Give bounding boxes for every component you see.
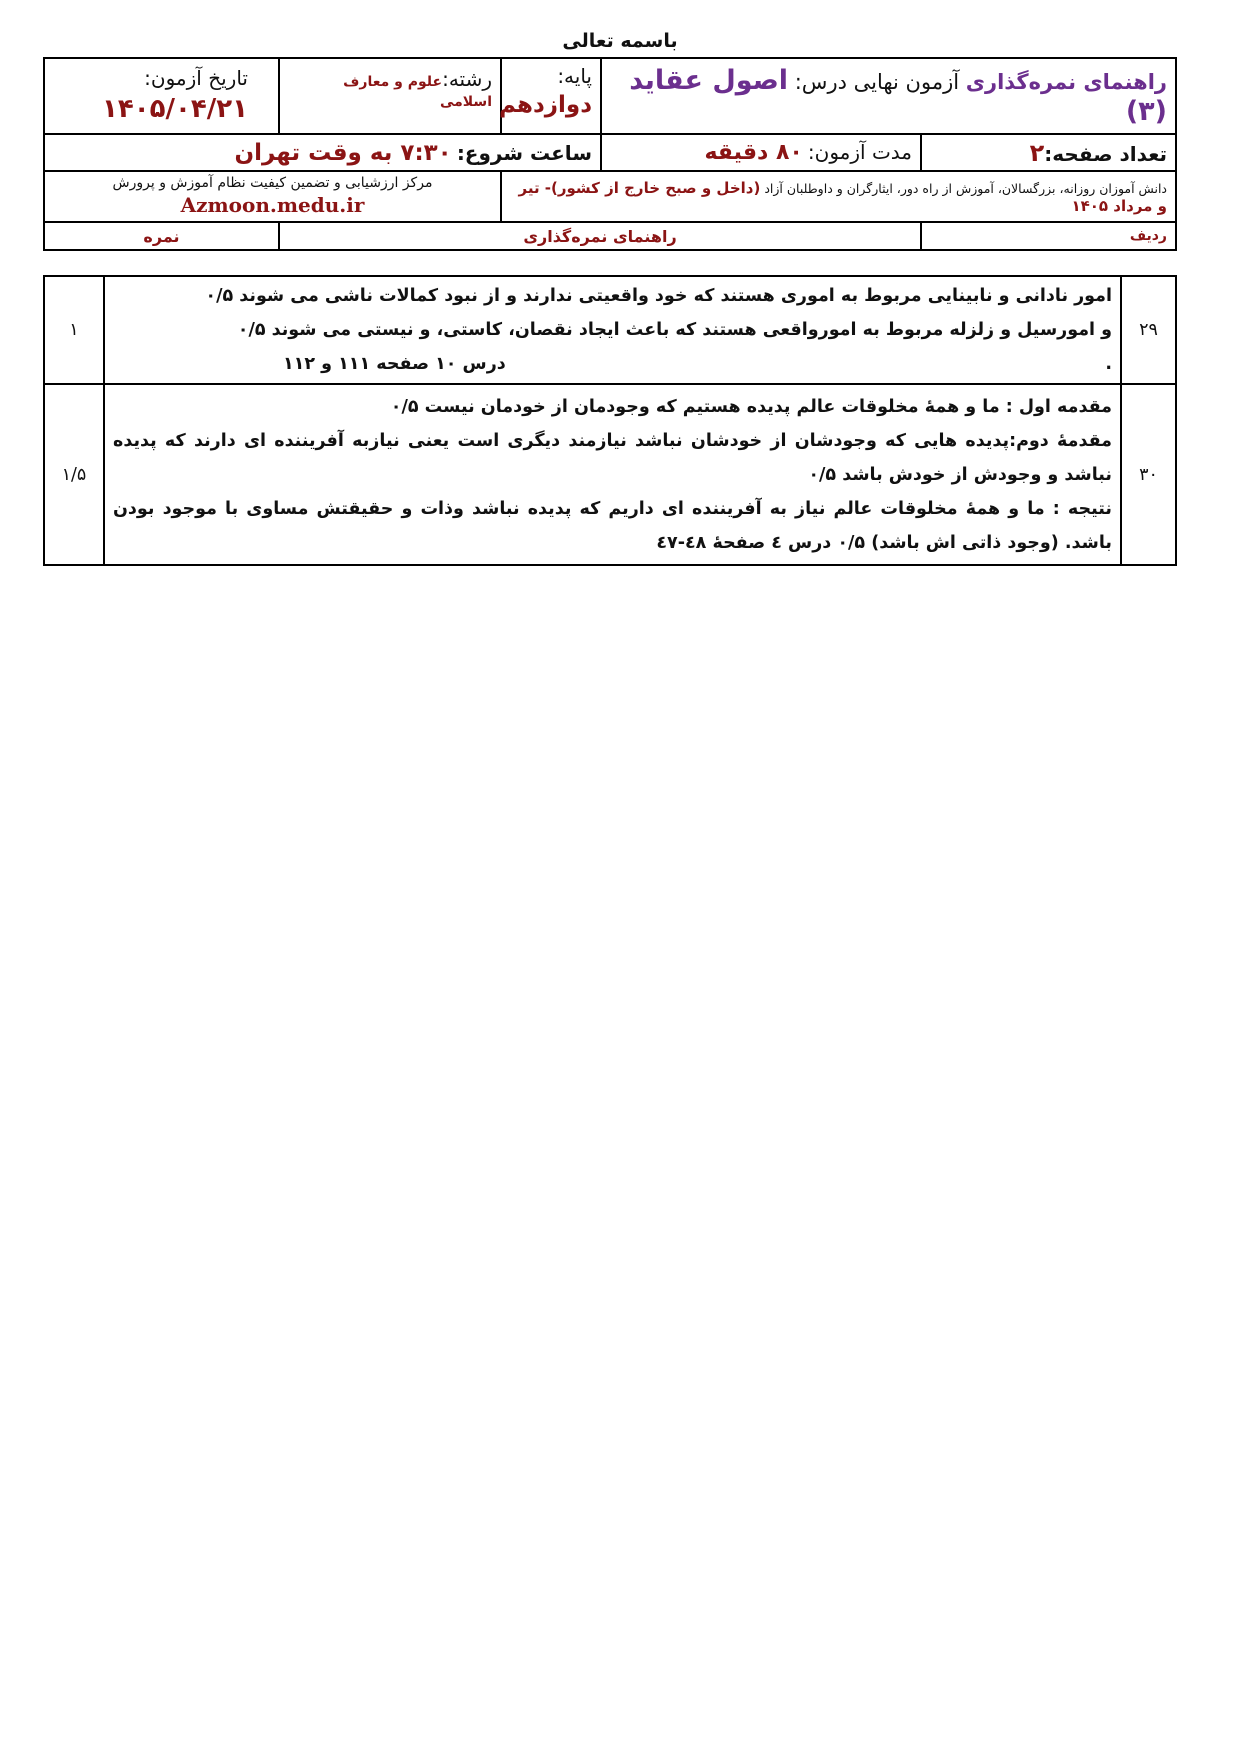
answer-line-end: . [1105, 354, 1112, 374]
row-score: ۱/۵ [44, 384, 104, 565]
answer-line: و امورسیل و زلزله مربوط به امورواقعی هستند که باعث ایجاد نقصان، کاستی، و نیستی می شوند ۰/۵ [237, 320, 1112, 340]
date-label: تاریخ آزمون: [144, 65, 248, 90]
date-value: ۱۴۰۵/۰۴/۲۱ [102, 93, 248, 124]
course-name: اصول عقاید (۳) [629, 65, 1167, 127]
answer-line: مقدمهٔ دوم:پدیده هایی که وجودشان از خودشان نباشد نیازمند دیگری است یعنی نیازبه آفریننده ای دارند که پدیده نباشد و وجودش از خودش باشد ۰/۵ [113, 430, 1112, 485]
field-label: رشته: [442, 67, 492, 91]
row-score: ۱ [44, 276, 104, 384]
exam-date-cell [44, 58, 279, 134]
exam-label: آزمون نهایی درس: [794, 70, 960, 94]
field-cell [279, 58, 501, 134]
col-score-header: نمره [44, 222, 279, 250]
duration-cell [601, 134, 921, 171]
start-label: ساعت شروع: [456, 140, 592, 165]
answer-line [113, 347, 1112, 381]
page-count-cell [921, 134, 1176, 171]
grade-cell [498, 58, 601, 134]
start-time-cell [44, 134, 601, 171]
page-heading: باسمه تعالی [562, 30, 678, 52]
course-title-cell [601, 58, 1176, 134]
answer-text [104, 384, 1121, 565]
row-number: ۲۹ [1121, 276, 1176, 384]
answer-text [104, 276, 1121, 384]
exam-header-table [43, 57, 1177, 251]
grade-value: دوازدهم [498, 92, 592, 118]
table-row [44, 384, 1176, 565]
audience-text: دانش آموزان روزانه، بزرگسالان، آموزش از راه دور، ایثارگران و داوطلبان آزاد [764, 180, 1167, 196]
answer-line: نتیجه : ما و همهٔ مخلوقات عالم نیاز به آفریننده ای داریم که پدیده نباشد وذات و حقیقتش مساوی با موجود بودن باشد. (وجود ذاتی اش باشد) ۰/۵ درس ٤ صفحهٔ ٤٨-٤٧ [113, 498, 1112, 553]
col-guide-header: راهنمای نمره‌گذاری [279, 222, 921, 250]
audience-cell [501, 171, 1176, 222]
field-value: علوم و معارف اسلامی [343, 74, 492, 110]
website-link[interactable]: Azmoon.medu.ir [180, 193, 365, 218]
center-name: مرکز ارزشیابی و تضمین کیفیت نظام آموزش و پرورش [112, 174, 433, 191]
duration-label: مدت آزمون: [807, 140, 912, 164]
answer-reference: درس ۱۰ صفحه ۱۱۱ و ۱۱۲ [283, 354, 506, 374]
grade-label: پایه: [557, 64, 592, 88]
start-value: ۷:۳۰ به وقت تهران [234, 139, 452, 166]
answer-line: مقدمه اول : ما و همهٔ مخلوقات عالم پدیده هستیم که وجودمان از خودمان نیست ۰/۵ [390, 396, 1112, 417]
duration-value: ۸۰ دقیقه [704, 140, 803, 165]
guide-label: راهنمای نمره‌گذاری [965, 70, 1167, 94]
col-row-header: ردیف [921, 222, 1176, 250]
pages-label: تعداد صفحه: [1044, 141, 1167, 166]
pages-value: ۲ [1029, 138, 1045, 167]
answer-line: امور نادانی و نابینایی مربوط به اموری هستند که خود واقعیتی ندارند و از نبود کمالات ناشی می شوند ۰/۵ [205, 286, 1112, 306]
row-number: ۳۰ [1121, 384, 1176, 565]
table-row [44, 276, 1176, 384]
center-cell [44, 171, 501, 222]
session-text: (داخل و صبح خارج از کشور)- تیر و مرداد ۱۴۰۵ [518, 178, 1167, 215]
answers-table [43, 275, 1177, 566]
